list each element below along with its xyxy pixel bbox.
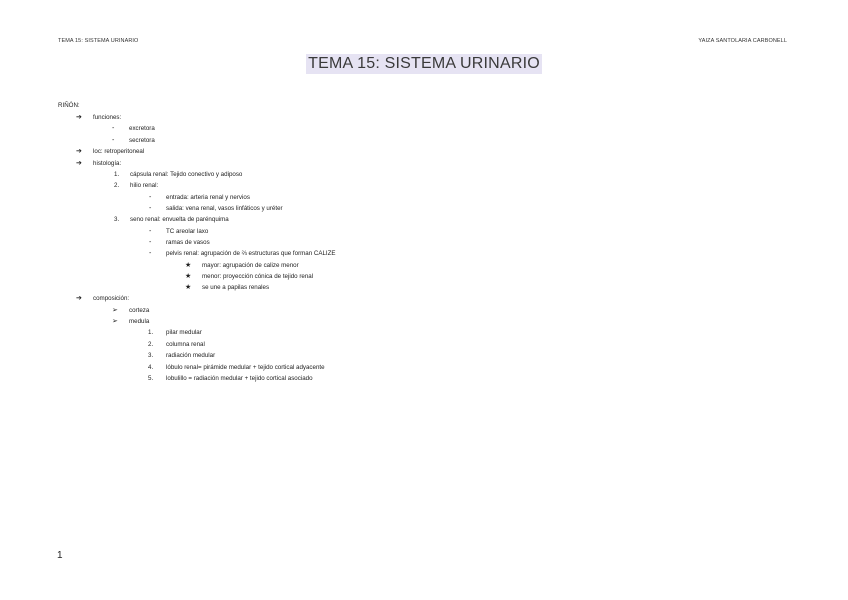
item-number: 5.: [148, 375, 154, 382]
funciones-label: funciones:: [93, 114, 122, 121]
dash-bullet: -: [149, 239, 152, 246]
list-item: columna renal: [166, 341, 205, 348]
list-item: secretora: [129, 137, 155, 144]
histologia-label: histología:: [93, 160, 122, 167]
list-item: corteza: [129, 307, 150, 314]
list-item: hilio renal:: [130, 182, 159, 189]
list-item: lobulillo = radiación medular + tejido cortical asociado: [166, 375, 313, 382]
star-icon: ★: [185, 262, 192, 269]
list-item: salida: vena renal, vasos linfáticos y uréter: [166, 205, 283, 212]
dash-bullet: -: [112, 125, 115, 132]
section-heading: RIÑÓN:: [58, 102, 80, 109]
item-number: 1.: [114, 171, 120, 178]
list-item: cápsula renal: Tejido conectivo y adiposo: [130, 171, 243, 178]
list-item: lóbulo renal= pirámide medular + tejido cortical adyacente: [166, 364, 325, 371]
list-item: pilar medular: [166, 329, 202, 336]
header-left: TEMA 15: SISTEMA URINARIO: [58, 38, 139, 44]
item-number: 3.: [148, 352, 154, 359]
dash-bullet: -: [149, 194, 152, 201]
item-number: 2.: [148, 341, 154, 348]
list-item: menor: proyección cónica de tejido renal: [202, 273, 314, 280]
page-title: TEMA 15: SISTEMA URINARIO: [308, 55, 540, 72]
arrowhead-icon: ➢: [112, 307, 118, 314]
title-container: [0, 54, 848, 74]
item-number: 4.: [148, 364, 154, 371]
dash-bullet: -: [112, 137, 115, 144]
arrow-icon: ➔: [76, 148, 82, 155]
list-item: medula: [129, 318, 150, 325]
dash-bullet: -: [149, 205, 152, 212]
list-item: entrada: arteria renal y nervios: [166, 194, 250, 201]
header-right: YAIZA SANTOLARIA CARBONELL: [698, 38, 787, 44]
item-number: 3.: [114, 216, 120, 223]
star-icon: ★: [185, 273, 192, 280]
arrow-icon: ➔: [76, 295, 82, 302]
arrow-icon: ➔: [76, 114, 82, 121]
list-item: mayor: agrupación de calize menor: [202, 262, 299, 269]
list-item: ramas de vasos: [166, 239, 210, 246]
item-number: 2.: [114, 182, 120, 189]
list-item: TC areolar laxo: [166, 228, 209, 235]
dash-bullet: -: [149, 250, 152, 257]
list-item: excretora: [129, 125, 155, 132]
arrowhead-icon: ➢: [112, 318, 118, 325]
item-number: 1.: [148, 329, 154, 336]
arrow-icon: ➔: [76, 160, 82, 167]
star-icon: ★: [185, 284, 192, 291]
loc-line: loc: retroperitoneal: [93, 148, 145, 155]
dash-bullet: -: [149, 228, 152, 235]
composicion-label: composición:: [93, 295, 130, 302]
list-item: radiación medular: [166, 352, 216, 359]
list-item: pelvis renal: agrupación de ⅔ estructuras que forman CALIZE: [166, 250, 336, 257]
page-number: 1: [57, 550, 63, 561]
list-item: seno renal: envuelta de parénquima: [130, 216, 229, 223]
list-item: se une a papilas renales: [202, 284, 270, 291]
